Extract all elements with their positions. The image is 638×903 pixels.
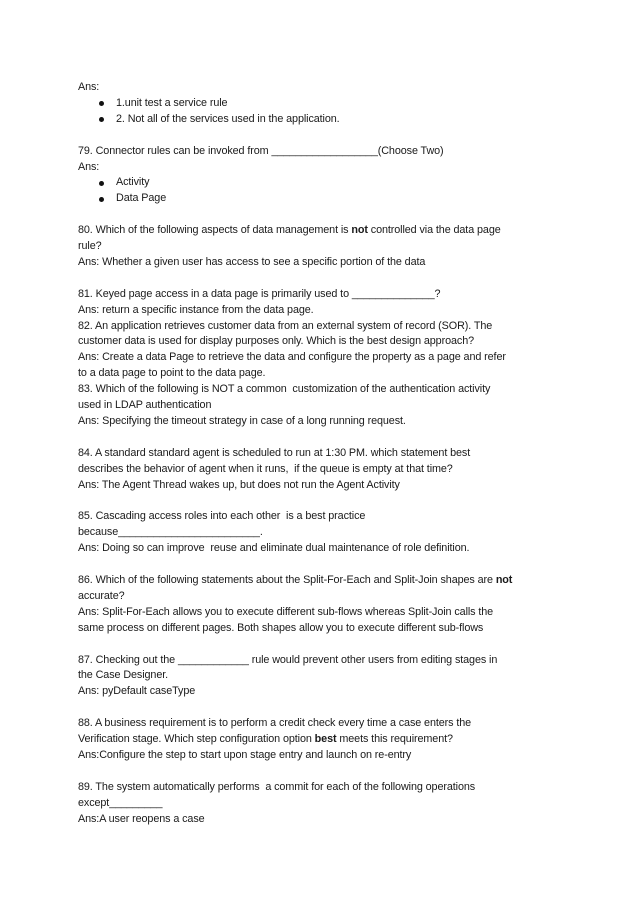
q88-block — [78, 716, 568, 764]
q84-question: 84. A standard standard agent is scheduled to run at 1:30 PM. which statement best — [78, 446, 471, 459]
document-body — [78, 80, 568, 827]
q78-answer-label: Ans: — [78, 81, 100, 93]
q89-question-cont: except_________ — [78, 796, 163, 809]
q87-question: 87. Checking out the ____________ rule would prevent other users from editing stages in — [78, 653, 498, 666]
list-item: 1.unit test a service rule — [78, 96, 568, 112]
q80-answer: Ans: Whether a given user has access to see a specific portion of the data — [78, 255, 426, 268]
q89-block — [78, 780, 568, 828]
q83-answer: Ans: Specifying the timeout strategy in case of a long running request. — [78, 414, 406, 427]
bullet-icon — [99, 181, 104, 186]
q87-question-cont: the Case Designer. — [78, 669, 169, 682]
bullet-icon — [99, 101, 104, 106]
q84-answer: Ans: The Agent Thread wakes up, but does not run the Agent Activity — [78, 478, 400, 491]
q79-question: 79. Connector rules can be invoked from __________________(Choose Two) — [78, 144, 444, 157]
q81-question: 81. Keyed page access in a data page is primarily used to ______________? — [78, 287, 441, 300]
q83-block — [78, 382, 568, 430]
q78-block — [78, 80, 568, 128]
q82-question: 82. An application retrieves customer data from an external system of record (SOR). The — [78, 319, 493, 332]
q84-block — [78, 446, 568, 494]
q86-question: 86. Which of the following statements about the Split-For-Each and Split-Join shapes are not — [78, 574, 513, 586]
list-item: 2. Not all of the services used in the application. — [78, 112, 568, 128]
q87-block — [78, 653, 568, 701]
q79-answer-label: Ans: — [78, 160, 100, 173]
q88-question-cont: Verification stage. Which step configuration option best meets this requirement? — [78, 733, 453, 746]
q82-answer: Ans: Create a data Page to retrieve the data and configure the property as a page and refer — [78, 351, 506, 364]
q79-block — [78, 144, 568, 208]
bullet-icon — [99, 117, 104, 122]
q88-answer: Ans:Configure the step to start upon stage entry and launch on re-entry — [78, 748, 412, 761]
q80-question: 80. Which of the following aspects of data management is not controlled via the data page — [78, 224, 501, 237]
q88-question: 88. A business requirement is to perform a credit check every time a case enters the — [78, 717, 472, 730]
q81-block — [78, 287, 568, 319]
q86-answer-cont: same process on different pages. Both shapes allow you to execute different sub-flows — [78, 621, 484, 634]
q81-answer: Ans: return a specific instance from the data page. — [78, 303, 314, 316]
q86-question-cont: accurate? — [78, 589, 125, 602]
q85-block — [78, 509, 568, 557]
q86-answer: Ans: Split-For-Each allows you to execute different sub-flows whereas Split-Join calls the — [78, 605, 494, 618]
q85-question: 85. Cascading access roles into each other is a best practice — [78, 510, 366, 523]
q78-answer-list — [78, 96, 568, 128]
q80-block — [78, 223, 568, 271]
q89-answer: Ans:A user reopens a case — [78, 812, 205, 825]
q89-question: 89. The system automatically performs a commit for each of the following operations — [78, 780, 476, 793]
q80-question-cont: rule? — [78, 240, 102, 253]
q86-block — [78, 573, 568, 637]
q87-answer: Ans: pyDefault caseType — [78, 685, 196, 698]
q82-question-cont: customer data is used for display purposes only. Which is the best design approach? — [78, 335, 475, 348]
q82-block — [78, 319, 568, 383]
q82-answer-cont: to a data page to point to the data page. — [78, 367, 266, 380]
q85-answer: Ans: Doing so can improve reuse and eliminate dual maintenance of role definition. — [78, 542, 470, 555]
bullet-icon — [99, 197, 104, 202]
list-item: Data Page — [78, 191, 568, 207]
q84-question-cont: describes the behavior of agent when it runs, if the queue is empty at that time? — [78, 462, 453, 475]
q83-question-cont: used in LDAP authentication — [78, 399, 212, 412]
q85-question-cont: because________________________. — [78, 526, 263, 539]
list-item: Activity — [78, 175, 568, 191]
q79-answer-list — [78, 175, 568, 207]
q83-question: 83. Which of the following is NOT a common customization of the authentication activity — [78, 383, 491, 396]
